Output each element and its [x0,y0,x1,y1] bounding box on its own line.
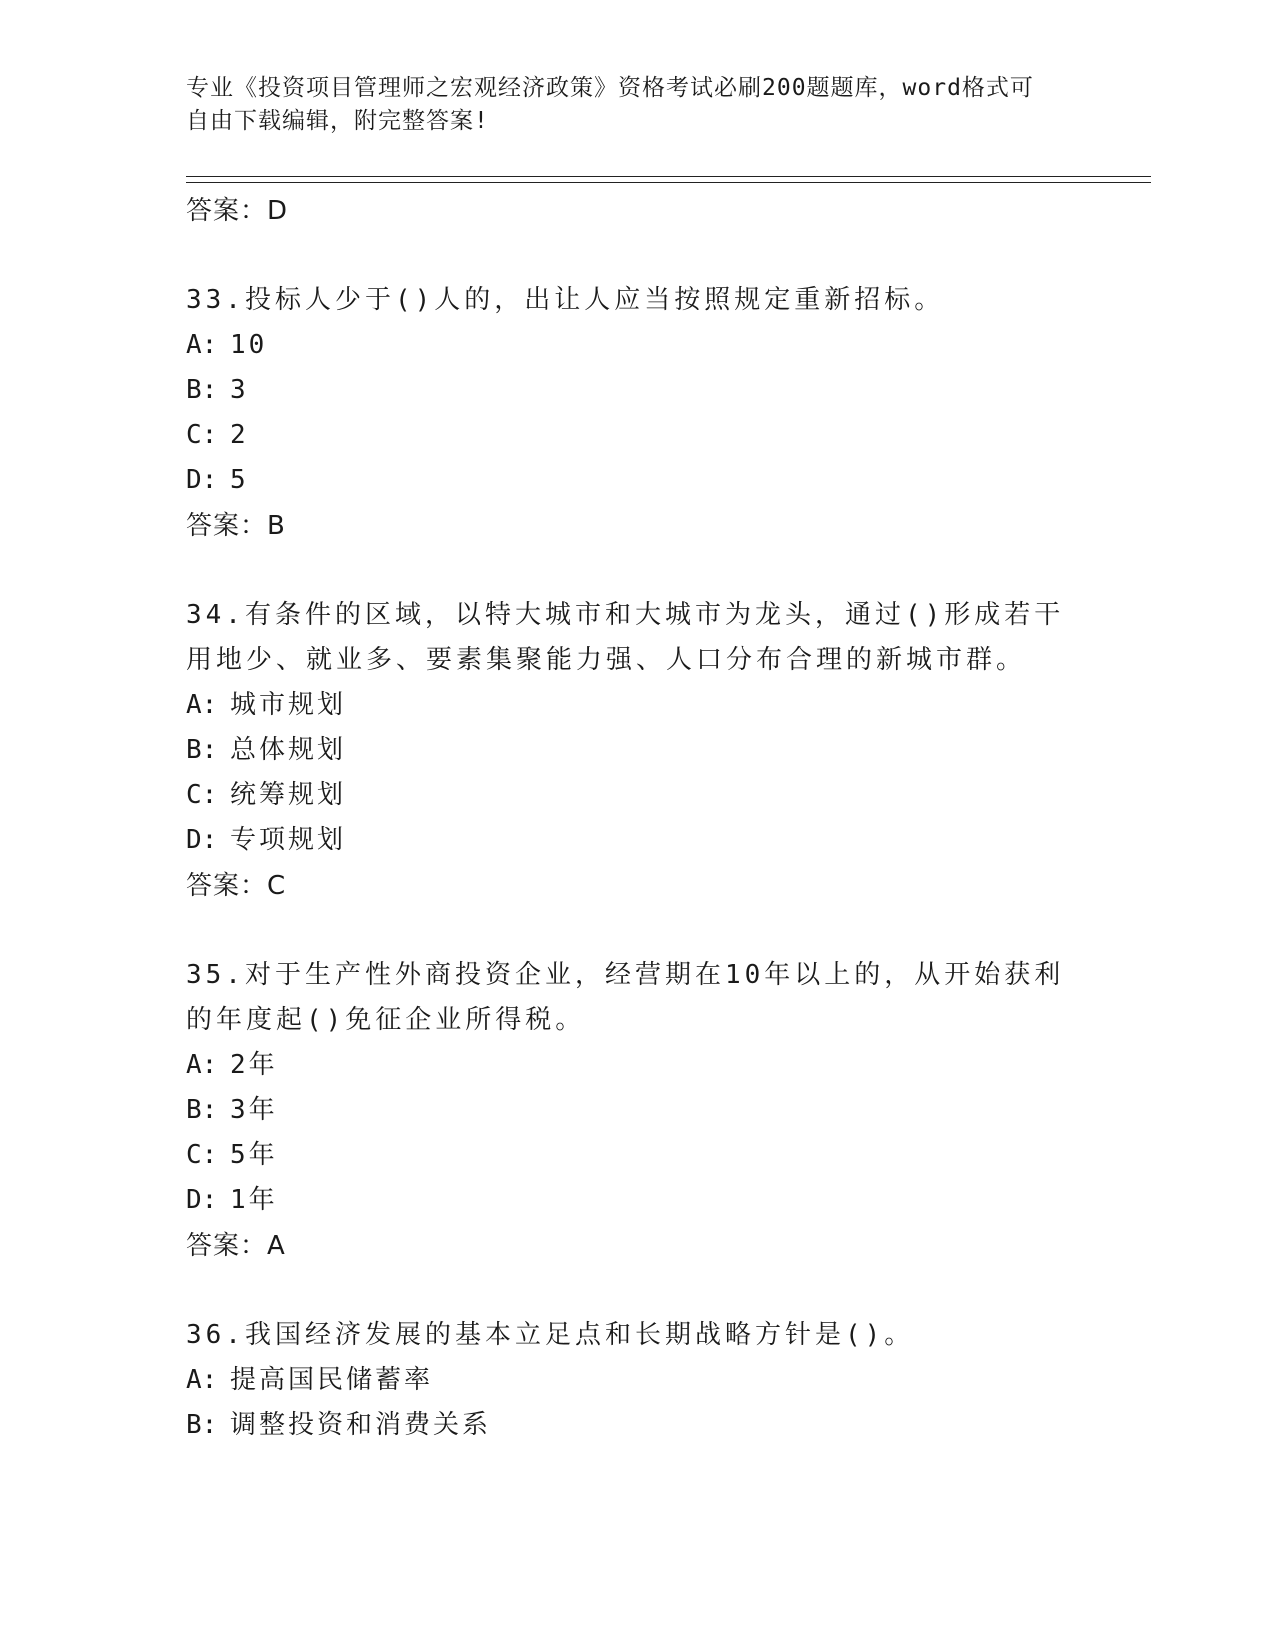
option-text: 提高国民储蓄率 [230,1365,434,1395]
option-c [186,1133,1086,1178]
question-34 [186,593,1086,909]
option-letter: C: [186,420,218,450]
option-letter: B: [186,735,218,765]
option-c [186,773,1086,818]
option-d [186,818,1086,863]
option-text: 5年 [230,1140,278,1170]
option-letter: A: [186,330,218,360]
option-text: 城市规划 [230,690,347,720]
question-36 [186,1313,1086,1448]
header-divider-top [186,176,1151,177]
question-33 [186,278,1086,549]
header-line-1: 专业《投资项目管理师之宏观经济政策》资格考试必刷200题题库，word格式可 [186,75,1034,101]
option-letter: C: [186,780,218,810]
option-letter: C: [186,1140,218,1170]
option-b [186,368,1086,413]
answer-line: 答案：C [186,871,287,901]
option-letter: A: [186,1365,218,1395]
option-text: 3 [230,375,249,405]
question-list [186,188,1086,1448]
option-text: 专项规划 [230,825,347,855]
option-a [186,323,1086,368]
option-letter: A: [186,1050,218,1080]
option-text: 统筹规划 [230,780,347,810]
question-stem: 36.我国经济发展的基本立足点和长期战略方针是()。 [186,1320,915,1350]
option-letter: B: [186,375,218,405]
option-text: 3年 [230,1095,278,1125]
option-a [186,683,1086,728]
option-letter: D: [186,825,218,855]
option-letter: B: [186,1410,218,1440]
option-letter: D: [186,1185,218,1215]
header-divider-bottom [186,182,1151,183]
answer-line: 答案：D [186,196,289,226]
option-d [186,1178,1086,1223]
question-stem: 34.有条件的区域，以特大城市和大城市为龙头，通过()形成若干用地少、就业多、要素集聚能力强、人口分布合理的新城市群。 [186,600,1065,675]
option-text: 2 [230,420,249,450]
option-b [186,728,1086,773]
header-line-2: 自由下载编辑，附完整答案! [186,108,489,134]
answer-line: 答案：B [186,511,286,541]
option-text: 调整投资和消费关系 [230,1410,492,1440]
question-stem: 35.对于生产性外商投资企业，经营期在10年以上的，从开始获利的年度起()免征企业所得税。 [186,960,1065,1035]
option-text: 2年 [230,1050,278,1080]
option-text: 总体规划 [230,735,347,765]
option-a [186,1358,1086,1403]
option-d [186,458,1086,503]
option-text: 10 [230,330,268,360]
option-b [186,1403,1086,1448]
option-letter: A: [186,690,218,720]
option-a [186,1043,1086,1088]
question-stem: 33.投标人少于()人的，出让人应当按照规定重新招标。 [186,285,945,315]
option-b [186,1088,1086,1133]
question-35 [186,953,1086,1269]
option-letter: D: [186,465,218,495]
document-header [186,72,1066,138]
option-c [186,413,1086,458]
option-text: 1年 [230,1185,278,1215]
option-text: 5 [230,465,249,495]
option-letter: B: [186,1095,218,1125]
answer-line: 答案：A [186,1231,286,1261]
